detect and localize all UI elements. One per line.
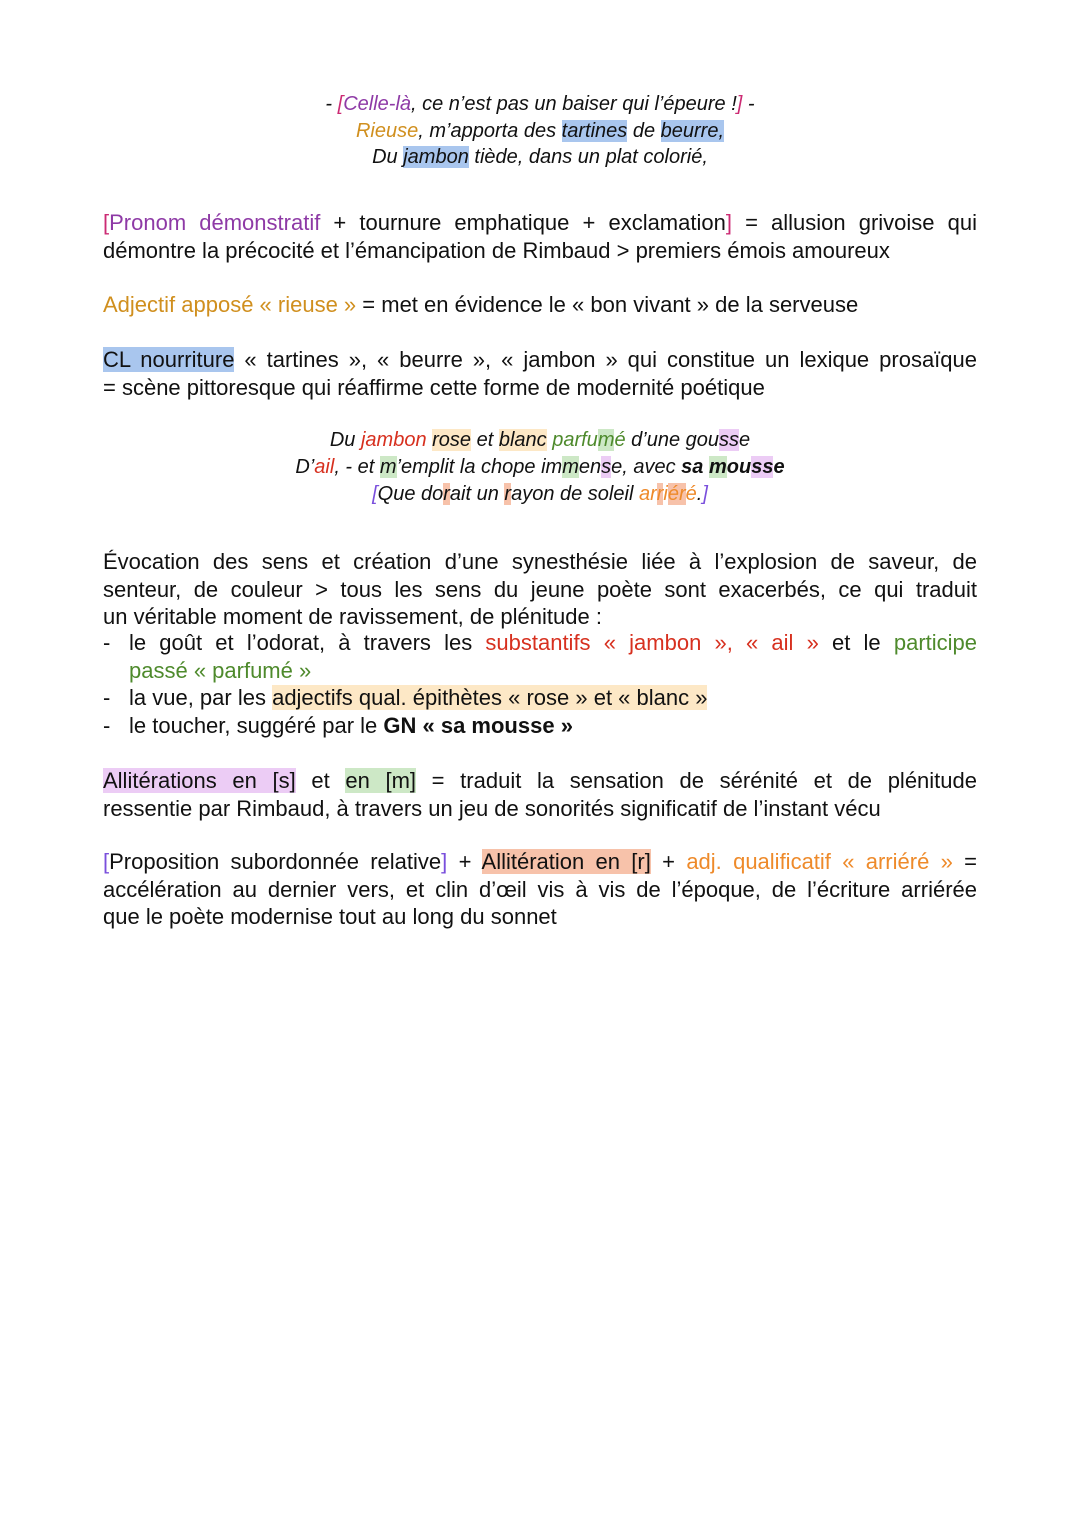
paragraph-synesthesie [103, 548, 977, 631]
verse-line [0, 454, 1080, 481]
verse-text: Du [372, 146, 404, 168]
verse-text: tiède, dans un plat colorié, [468, 146, 708, 168]
verse-line [0, 144, 1080, 171]
list-dash: - [103, 685, 111, 710]
item-text: le goût et l’odorat, à travers les [129, 630, 486, 655]
verse-parfume: parfu [552, 429, 598, 451]
verse-text: - [325, 93, 338, 115]
verse-parfume: é [614, 429, 626, 451]
verse-s-sound: ss [751, 456, 774, 478]
verse-text: - [742, 93, 755, 115]
verse-r-sound: é [667, 483, 679, 505]
para-line [103, 291, 977, 319]
para-line: que le poète modernise tout au long du sonnet [103, 904, 557, 929]
para-text: + [650, 849, 687, 874]
verse-text: d’une gou [625, 429, 720, 451]
para-line: démontre la précocité et l’émancipation de Rimbaud > premiers émois amoureux [103, 237, 890, 263]
cl-label: CL nourriture [103, 347, 235, 372]
item-text: et le [818, 630, 894, 655]
verse-s-sound: s [601, 456, 612, 478]
bracket: ] [441, 849, 448, 874]
verse-m-sound: m [597, 429, 615, 451]
pronom-label: Pronom démonstratif [109, 210, 321, 235]
verse-blanc: blanc [498, 429, 547, 451]
verse-r-sound: r [679, 483, 686, 505]
proposition-label: Proposition subordonnée relative [109, 849, 442, 874]
adjectif-label: Adjectif apposé « rieuse » [103, 292, 357, 317]
verse-beurre: beurre, [660, 119, 724, 142]
verse-text: e [739, 429, 751, 451]
verse-text: en [578, 456, 602, 478]
verse-arriere: é [685, 483, 697, 505]
bracket: [ [103, 210, 110, 235]
verse-jambon: jambon [403, 146, 469, 168]
para-line [103, 848, 977, 876]
para-line [103, 767, 977, 795]
para-text: « tartines », « beurre », « jambon » qui constitue un lexique prosaïque [234, 347, 977, 372]
verse-line [0, 481, 1080, 508]
bracket: [ [372, 483, 378, 505]
verse-text: . [696, 483, 703, 505]
verse-arriere: i [663, 483, 668, 505]
verse-text: , m’apporta des [418, 119, 562, 142]
verse-r-sound: r [656, 483, 664, 505]
verse-r-sound: r [504, 483, 512, 505]
verse-tartines: tartines [561, 119, 628, 142]
verse-text: , - et [334, 456, 380, 478]
verse-text: Du [329, 429, 361, 451]
item-text: le toucher, suggéré par le [129, 713, 384, 738]
item-line [129, 629, 977, 657]
paragraph-allitterations [103, 767, 977, 822]
verse-r-sound: r [443, 483, 450, 505]
verse-m-sound: m [708, 456, 727, 478]
list-item [129, 684, 977, 712]
bracket: ] [702, 483, 708, 505]
allit-m-label: en [m] [345, 768, 417, 793]
paragraph-pronom [103, 209, 977, 264]
verse-sa-mousse: ou [726, 456, 752, 478]
adjectifs-label: adjectifs qual. épithètes « rose » et « blanc » [272, 685, 708, 710]
participe-label: passé « parfumé » [129, 657, 312, 683]
verse-ail: ail [314, 456, 335, 478]
bracket: ] [736, 93, 743, 115]
verse-line [0, 427, 1080, 454]
para-line: ressentie par Rimbaud, à travers un jeu de sonorités significatif de l’instant vécu [103, 795, 881, 821]
list-dash: - [103, 630, 111, 655]
para-line: senteur, de couleur > tous les sens du jeune poète sont exacerbés, ce qui traduit [103, 576, 977, 602]
para-line: Évocation des sens et création d’une synesthésie liée à l’explosion de saveur, de [103, 549, 977, 574]
allit-r-label: Allitération en [r] [481, 849, 651, 874]
para-text: = traduit la sensation de sérénité et de plénitude [416, 768, 977, 793]
verse-line [0, 118, 1080, 145]
verse-text: D’ [295, 456, 315, 478]
para-text: = met en évidence le « bon vivant » de la serveuse [356, 292, 859, 317]
para-text: + [447, 849, 482, 874]
allit-s-label: Allitérations en [s] [103, 768, 296, 793]
verse-block-1 [0, 91, 1080, 171]
verse-text: de [627, 119, 661, 142]
verse-demonstrative: Celle-là [343, 93, 412, 115]
para-line: accélération au dernier vers, et clin d’œil vis à vis de l’époque, de l’écriture arriérée [103, 876, 977, 902]
verse-text: et [471, 429, 499, 451]
para-line: un véritable moment de ravissement, de plénitude : [103, 604, 602, 629]
list-item [129, 629, 977, 684]
para-text: + tournure emphatique + exclamation [320, 210, 726, 235]
gn-label: GN « sa mousse » [383, 713, 573, 738]
verse-sa-mousse: e [773, 456, 785, 478]
verse-text: ait un [449, 483, 505, 505]
verse-text: e, avec [611, 456, 682, 478]
verse-jambon: jambon [360, 429, 427, 451]
para-line [103, 209, 977, 237]
participe-label: participe [893, 630, 978, 655]
para-text: = [952, 849, 978, 874]
bracket: ] [725, 210, 732, 235]
verse-arriere: ar [638, 483, 657, 505]
bracket: [ [103, 849, 110, 874]
verse-text: Que do [377, 483, 444, 505]
verse-text: , ce n’est pas un baiser qui l’épeure ! [411, 93, 737, 115]
verse-sa-mousse: sa [681, 456, 709, 478]
verse-text: ayon de soleil [511, 483, 639, 505]
bracket: [ [337, 93, 344, 115]
para-text: et [295, 768, 346, 793]
verse-block-2 [0, 427, 1080, 508]
list-item [129, 712, 977, 740]
verse-rose: rose [432, 429, 472, 451]
adj-qualificatif-label: adj. qualificatif « arriéré » [686, 849, 953, 874]
list-dash: - [103, 713, 111, 738]
para-text: = allusion grivoise qui [731, 210, 977, 235]
verse-text: ’emplit la chope im [396, 456, 563, 478]
verse-m-sound: m [562, 456, 579, 478]
paragraph-adjectif [103, 291, 977, 319]
para-line: = scène pittoresque qui réaffirme cette forme de modernité poétique [103, 374, 765, 400]
verse-rieuse: Rieuse [355, 119, 419, 142]
item-text: la vue, par les [129, 685, 273, 710]
verse-m-sound: m [379, 456, 397, 478]
paragraph-nourriture [103, 346, 977, 401]
verse-line [0, 91, 1080, 118]
para-line [103, 346, 977, 374]
verse-s-sound: ss [719, 429, 740, 451]
substantifs-label: substantifs « jambon », « ail » [485, 630, 819, 655]
paragraph-proposition [103, 848, 977, 931]
